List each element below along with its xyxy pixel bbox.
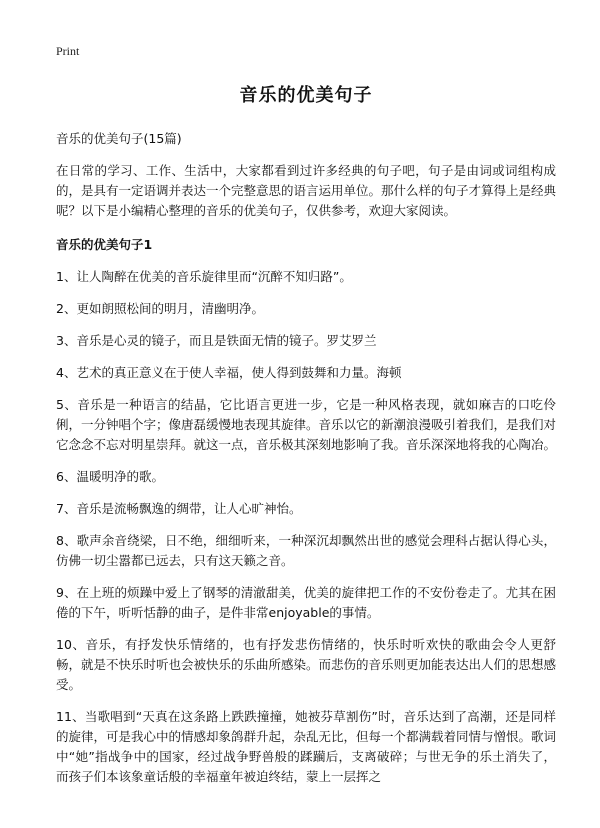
list-item: 5、音乐是一种语言的结晶，它比语言更进一步，它是一种风格表现，就如麻吉的口吃伶俐，一分钟唱个字；像唐磊缓慢地表现其旋律。音乐以它的新潮浪漫吸引着我们，是我们对它念念不忘对明星崇拜。就这一点，音乐极其深刻地影响了我。音乐深深地将我的心陶冶。: [56, 397, 557, 452]
list-item: 3、音乐是心灵的镜子，而且是铁面无情的镜子。罗艾罗兰: [56, 333, 377, 348]
page-title: 音乐的优美句子: [239, 85, 373, 106]
list-item: 4、艺术的真正意义在于使人幸福，使人得到鼓舞和力量。海顿: [56, 365, 402, 380]
list-item: 1、让人陶醉在优美的音乐旋律里而“沉醉不知归路”。: [56, 269, 352, 284]
list-item: 11、当歌唱到“天真在这条路上跌跌撞撞，她被芬草割伤”时，音乐达到了高潮，还是同样的旋律，可是我心中的情感却象鸽群升起，杂乱无比，但每一个都满载着同情与憎恨。歌词中“她”指战争中的国家，经过战争野兽般的蹂躏后，支离破碎；与世无争的乐土消失了，而孩子们本该象童话般的幸福童年被迫终结，蒙上一层挥之: [56, 709, 557, 784]
list-item: 2、更如朗照松间的明月，清幽明净。: [56, 301, 264, 316]
list-item: 10、音乐，有抒发快乐情绪的，也有抒发悲伤情绪的，快乐时听欢快的歌曲会令人更舒畅，就是不快乐时听也会被快乐的乐曲所感染。而悲伤的音乐则更加能表达出人们的思想感受。: [56, 637, 557, 692]
section-heading: 音乐的优美句子1: [56, 237, 153, 252]
list-item: 9、在上班的烦躁中爱上了钢琴的清澈甜美，优美的旋律把工作的不安份卷走了。尤其在困倦的下午，听听恬静的曲子，是件非常enjoyable的事情。: [56, 585, 556, 620]
list-item: 6、温暖明净的歌。: [56, 469, 164, 484]
intro-paragraph: 在日常的学习、工作、生活中，大家都看到过许多经典的句子吧，句子是由词或词组构成的，是具有一定语调并表达一个完整意思的语言运用单位。那什么样的句子才算得上是经典呢？以下是小编精心整理的音乐的优美句子，仅供参考，欢迎大家阅读。: [56, 163, 557, 218]
print-link[interactable]: Print: [56, 44, 80, 58]
document-subtitle: 音乐的优美句子(15篇): [56, 131, 182, 146]
list-item: 7、音乐是流畅飘逸的绸带，让人心旷神怡。: [56, 501, 302, 516]
list-item: 8、歌声余音绕梁，日不绝，细细听来，一种深沉却飘然出世的感觉会理科占据认得心头，仿佛一切尘嚣都已远去，只有这天籁之音。: [56, 533, 556, 568]
